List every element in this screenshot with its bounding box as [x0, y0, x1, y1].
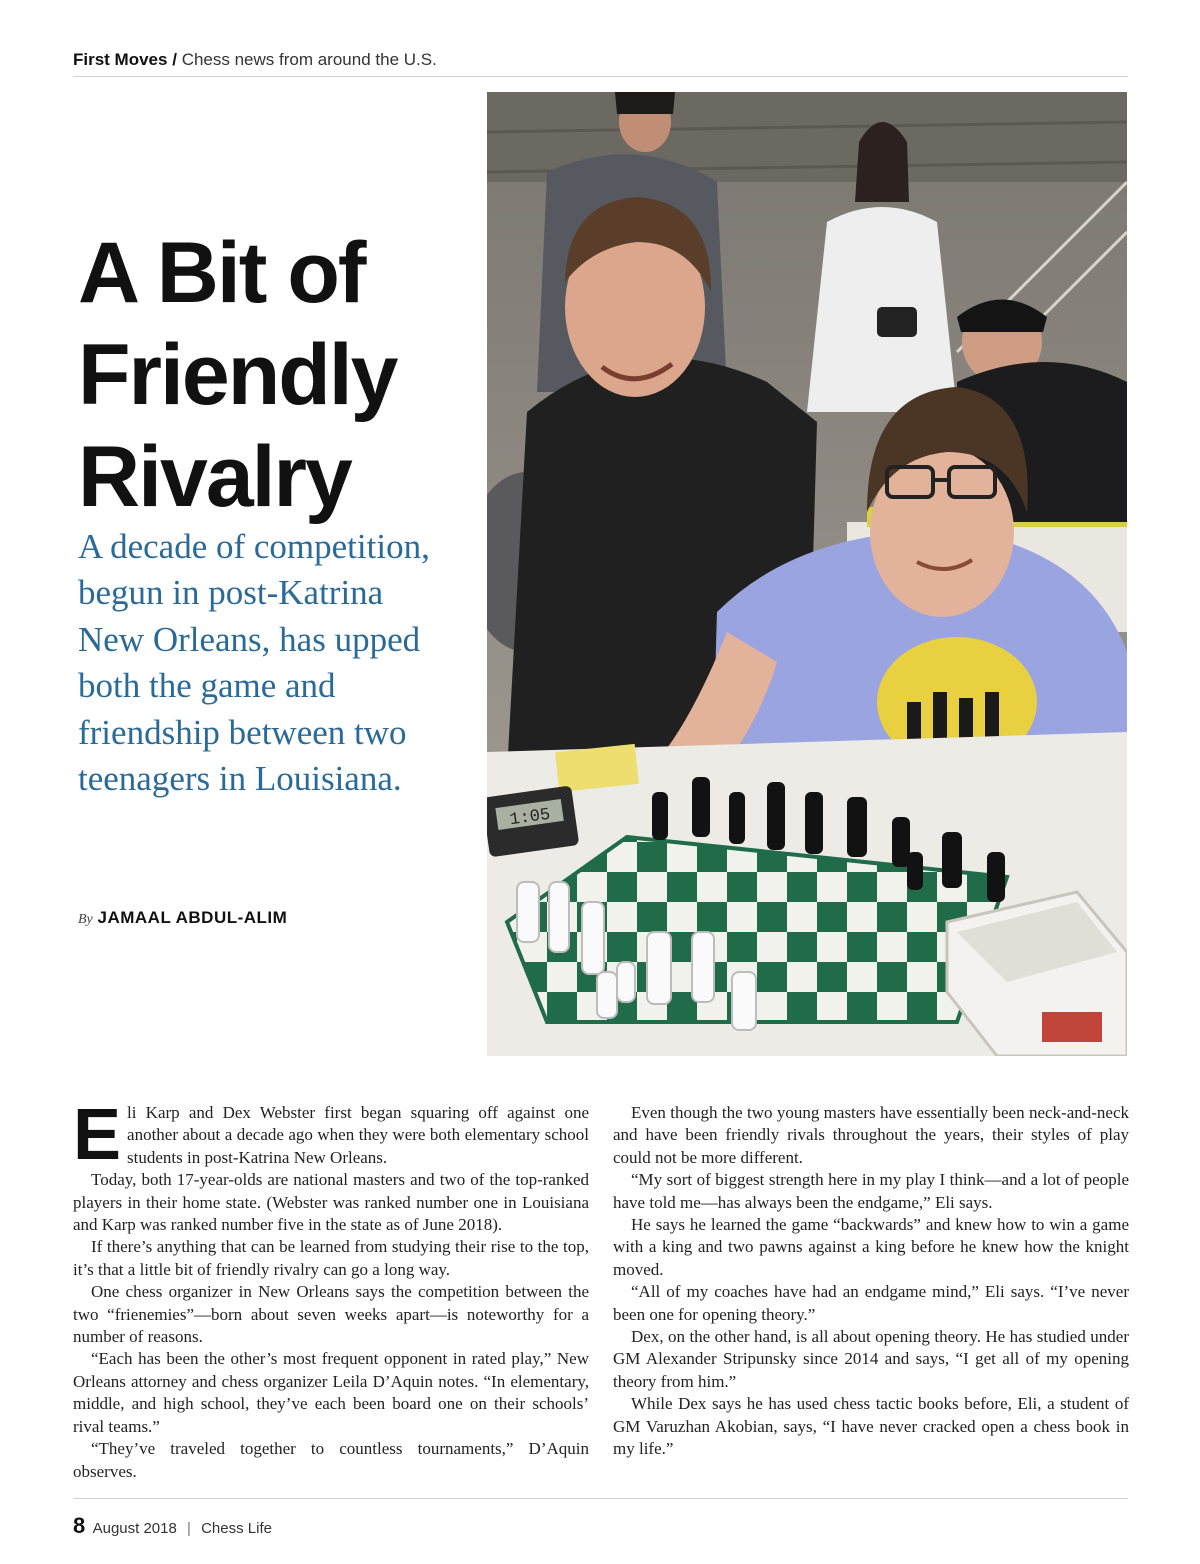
headline-line: Rivalry — [78, 429, 351, 525]
article-column-right — [613, 1102, 1129, 1461]
page-number: 8 — [73, 1513, 86, 1538]
article-paragraph: “Each has been the other’s most frequent opponent in rated play,” New Orleans attorney and chess organizer Leila D’Aquin notes. “In elementary, middle, and high school, they’ve each been board one on their schools’ rival teams.” — [73, 1349, 589, 1436]
article-paragraph: Today, both 17-year-olds are national masters and two of the top-ranked players in their home state. (Webster was ranked number one in Louisiana and Karp was ranked number five in the state as of June 2018). — [73, 1170, 589, 1235]
headline-line: A Bit of — [78, 225, 365, 321]
article-paragraph — [73, 1095, 589, 1175]
article-paragraph: While Dex says he has used chess tactic books before, Eli, a student of GM Varuzhan Akobian, says, “I have never cracked open a chess book in my life.” — [613, 1394, 1129, 1459]
issue-date: August 2018 — [92, 1520, 177, 1537]
section-subtitle: Chess news from around the U.S. — [181, 50, 437, 69]
lead-text: li Karp and Dex Webster first began squaring off against one another about a decade ago when they were both elementary school students in post-Katrina New Orleans. — [127, 1103, 589, 1167]
section-divider: / — [172, 50, 177, 69]
clock-display: 1:05 — [508, 805, 552, 831]
article-paragraph: Dex, on the other hand, is all about opening theory. He has studied under GM Alexander Stripunsky since 2014 and says, “I get all of my opening theory from him.” — [613, 1327, 1129, 1391]
article-headline — [78, 222, 478, 528]
article-paragraph: “My sort of biggest strength here in my play I think—and a lot of people have told me—has always been the endgame,” Eli says. — [613, 1170, 1129, 1212]
article-photo — [487, 92, 1127, 1056]
footer-separator: | — [187, 1520, 191, 1537]
headline-line: Friendly — [78, 327, 397, 423]
article-dek: A decade of competition, begun in post-Katrina New Orleans, has upped both the game and friendship between two teenagers in Louisiana. — [78, 527, 430, 799]
article-column-left — [73, 1095, 589, 1483]
article-paragraph: If there’s anything that can be learned from studying their rise to the top, it’s that a little bit of friendly rivalry can go a long way. — [73, 1237, 589, 1279]
page-footer — [73, 1498, 1128, 1539]
photo-illustration — [487, 92, 1127, 1056]
author-name: JAMAAL ABDUL-ALIM — [97, 908, 288, 927]
article-paragraph: Even though the two young masters have essentially been neck-and-neck and have been friendly rivals throughout the years, their styles of play could not be more different. — [613, 1103, 1129, 1167]
byline-prefix: By — [78, 912, 93, 927]
article-paragraph: One chess organizer in New Orleans says the competition between the two “frienemies”—born about seven weeks apart—is noteworthy for a number of reasons. — [73, 1282, 589, 1347]
magazine-name: Chess Life — [201, 1520, 272, 1537]
byline — [78, 908, 287, 928]
section-name: First Moves — [73, 50, 168, 69]
article-paragraph: He says he learned the game “backwards” and knew how to win a game with a king and two pawns against a king before he knew how the knight moved. — [613, 1215, 1129, 1279]
article-paragraph: “All of my coaches have had an endgame mind,” Eli says. “I’ve never been one for opening theory.” — [613, 1282, 1129, 1324]
drop-cap: E — [73, 1095, 122, 1175]
page-header — [73, 50, 1128, 77]
article-paragraph: “They’ve traveled together to countless tournaments,” D’Aquin observes. — [73, 1439, 589, 1481]
